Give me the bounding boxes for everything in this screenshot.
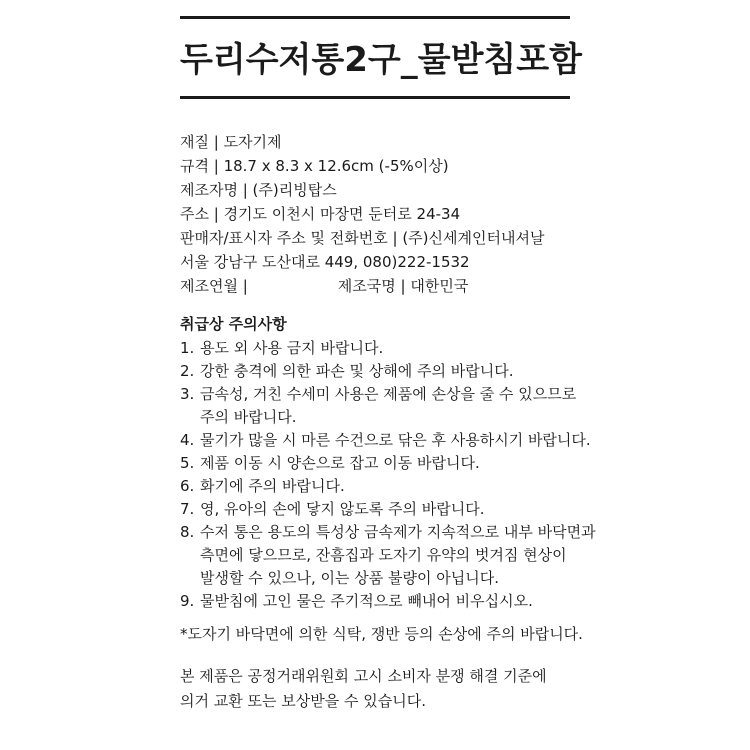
spec-country: 제조국명 | 대한민국: [337, 277, 469, 295]
caution-item-number: 9.: [180, 592, 195, 610]
caution-section: [180, 312, 720, 613]
bottom-rule: [180, 96, 570, 99]
product-specs: [180, 130, 700, 298]
policy-line-2: 의거 교환 또는 보상받을 수 있습니다.: [180, 692, 426, 710]
top-rule: [180, 16, 570, 19]
caution-item: [180, 590, 720, 613]
caution-item-number: 5.: [180, 454, 195, 472]
spec-seller-address: 서울 강남구 도산대로 449, 080)222-1532: [180, 253, 470, 271]
caution-item-text: 강한 충격에 의한 파손 및 상해에 주의 바랍니다.: [200, 362, 514, 380]
caution-list: [180, 337, 720, 613]
caution-item: [180, 429, 720, 452]
caution-item: [180, 360, 720, 383]
caution-item-number: 4.: [180, 431, 195, 449]
caution-item-number: 3.: [180, 385, 195, 403]
caution-item-text: 발생할 수 있으나, 이는 상품 불량이 아닙니다.: [200, 569, 499, 587]
caution-item: [180, 383, 720, 429]
caution-item-text: 주의 바랍니다.: [200, 408, 297, 426]
caution-item: [180, 498, 720, 521]
caution-item-text: 물받침에 고인 물은 주기적으로 빼내어 비우십시오.: [200, 592, 533, 610]
caution-item-text: 제품 이동 시 양손으로 잡고 이동 바랍니다.: [200, 454, 480, 472]
policy-text: [180, 664, 547, 714]
product-title: 두리수저통2구_물받침포함: [180, 40, 582, 80]
caution-item-text: 측면에 닿으므로, 잔흠집과 도자기 유약의 벗겨짐 현상이: [200, 546, 567, 564]
caution-title: 취급상 주의사항: [180, 315, 287, 333]
caution-item-number: 2.: [180, 362, 195, 380]
caution-item-number: 1.: [180, 339, 195, 357]
caution-item-number: 6.: [180, 477, 195, 495]
spec-date-country: [180, 274, 700, 298]
spec-date-label: 제조연월 |: [180, 277, 248, 295]
policy-line-1: 본 제품은 공정거래위원회 고시 소비자 분쟁 해결 기준에: [180, 667, 547, 685]
caution-item-text: 물기가 많을 시 마른 수건으로 닦은 후 사용하시기 바랍니다.: [200, 431, 591, 449]
caution-item-number: 8.: [180, 523, 195, 541]
caution-item-number: 7.: [180, 500, 195, 518]
caution-item: [180, 337, 720, 360]
spec-address: 주소 | 경기도 이천시 마장면 둔터로 24-34: [180, 205, 461, 223]
spec-size: 규격 | 18.7 x 8.3 x 12.6cm (-5%이상): [180, 157, 449, 175]
spec-seller: 판매자/표시자 주소 및 전화번호 | (주)신세계인터내셔날: [180, 229, 545, 247]
caution-item-text: 수저 통은 용도의 특성상 금속제가 지속적으로 내부 바닥면과: [200, 523, 596, 541]
caution-item: [180, 452, 720, 475]
caution-item: [180, 521, 720, 590]
caution-item: [180, 475, 720, 498]
caution-item-text: 영, 유아의 손에 닿지 않도록 주의 바랍니다.: [200, 500, 485, 518]
spec-material: 재질 | 도자기제: [180, 133, 282, 151]
spec-maker: 제조자명 | (주)리빙탑스: [180, 181, 337, 199]
caution-item-text: 금속성, 거친 수세미 사용은 제품에 손상을 줄 수 있으므로: [200, 385, 577, 403]
damage-note: *도자기 바닥면에 의한 식탁, 쟁반 등의 손상에 주의 바랍니다.: [180, 625, 583, 643]
caution-item-text: 용도 외 사용 금지 바랍니다.: [200, 339, 384, 357]
caution-item-text: 화기에 주의 바랍니다.: [200, 477, 345, 495]
